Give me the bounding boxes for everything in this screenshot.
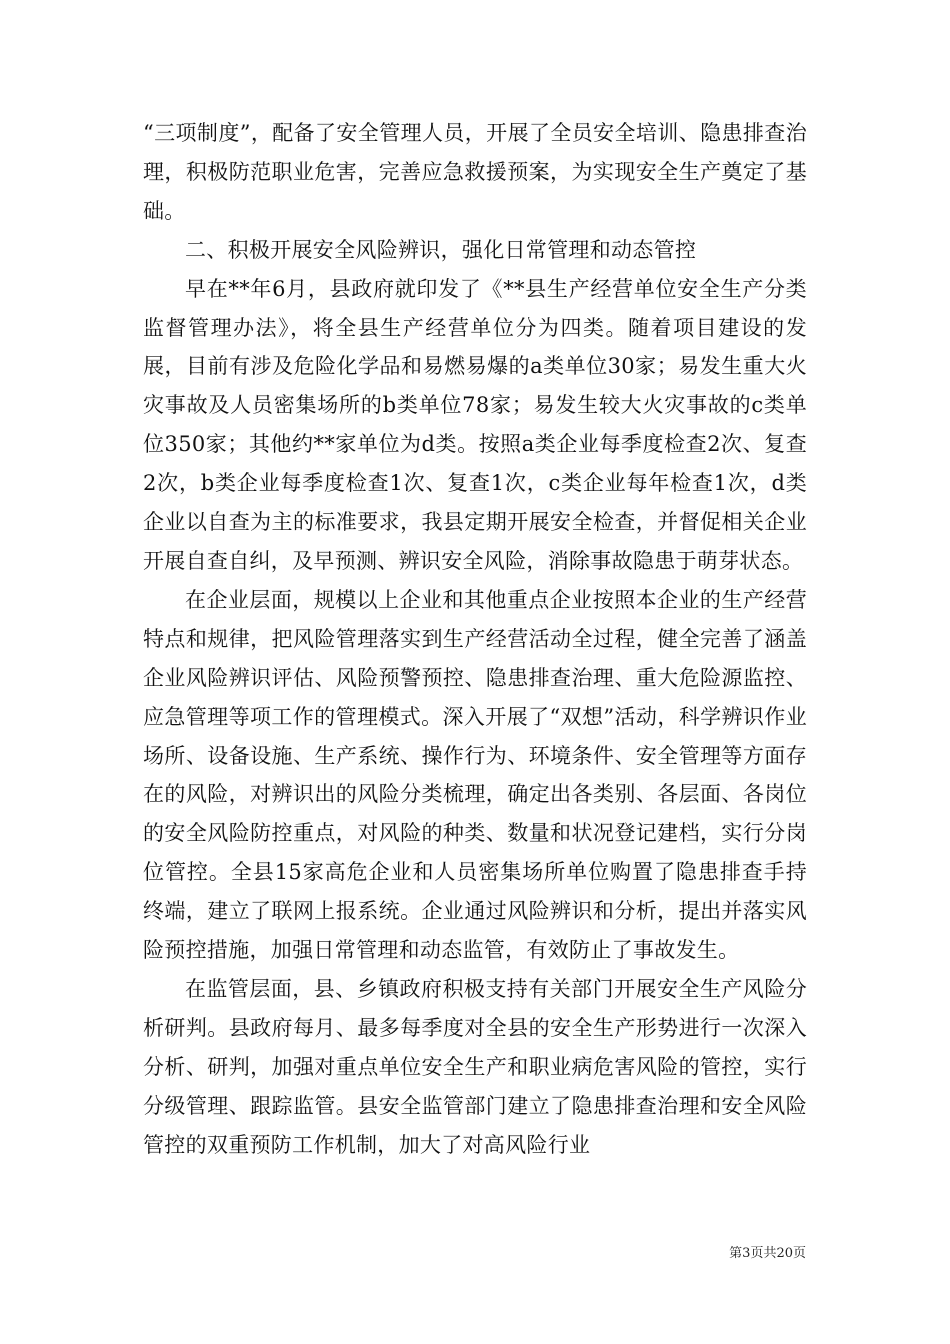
document-body [143, 114, 807, 1164]
paragraph-enterprise-level: 在企业层面，规模以上企业和其他重点企业按照本企业的生产经营特点和规律，把风险管理落实到生产经营活动全过程，健全完善了涵盖企业风险辨识评估、风险预警预控、隐患排查治理、重大危险源监控、应急管理等项工作的管理模式。深入开展了“双想”活动，科学辨识作业场所、设备设施、生产系统、操作行为、环境条件、安全管理等方面存在的风险，对辨识出的风险分类梳理，确定出各类别、各层面、各岗位的安全风险防控重点，对风险的种类、数量和状况登记建档，实行分岗位管控。全县15家高危企业和人员密集场所单位购置了隐患排查手持终端，建立了联网上报系统。企业通过风险辨识和分析，提出并落实风险预控措施，加强日常管理和动态监管，有效防止了事故发生。 [143, 587, 807, 963]
paragraph-supervision-level: 在监管层面，县、乡镇政府积极支持有关部门开展安全生产风险分析研判。县政府每月、最多每季度对全县的安全生产形势进行一次深入分析、研判，加强对重点单位安全生产和职业病危害风险的管控，实行分级管理、跟踪监管。县安全监管部门建立了隐患排查治理和安全风险管控的双重预防工作机制，加大了对高风险行业 [143, 976, 807, 1157]
paragraph-continuation: “三项制度”，配备了安全管理人员，开展了全员安全培训、隐患排查治理，积极防范职业危害，完善应急救援预案，为实现安全生产奠定了基础。 [143, 121, 807, 223]
paragraph-classification: 早在**年6月，县政府就印发了《**县生产经营单位安全生产分类监督管理办法》，将全县生产经营单位分为四类。随着项目建设的发展，目前有涉及危险化学品和易燃易爆的a类单位30家；易发生重大火灾事故及人员密集场所的b类单位78家；易发生较大火灾事故的c类单位350家；其他约**家单位为d类。按照a类企业每季度检查2次、复查2次，b类企业每季度检查1次、复查1次，c类企业每年检查1次，d类企业以自查为主的标准要求，我县定期开展安全检查，并督促相关企业开展自查自纠，及早预测、辨识安全风险，消除事故隐患于萌芽状态。 [143, 276, 807, 573]
section-heading: 二、积极开展安全风险辨识，强化日常管理和动态管控 [185, 237, 697, 262]
page-number-footer: 第3页共20页 [729, 1246, 806, 1261]
